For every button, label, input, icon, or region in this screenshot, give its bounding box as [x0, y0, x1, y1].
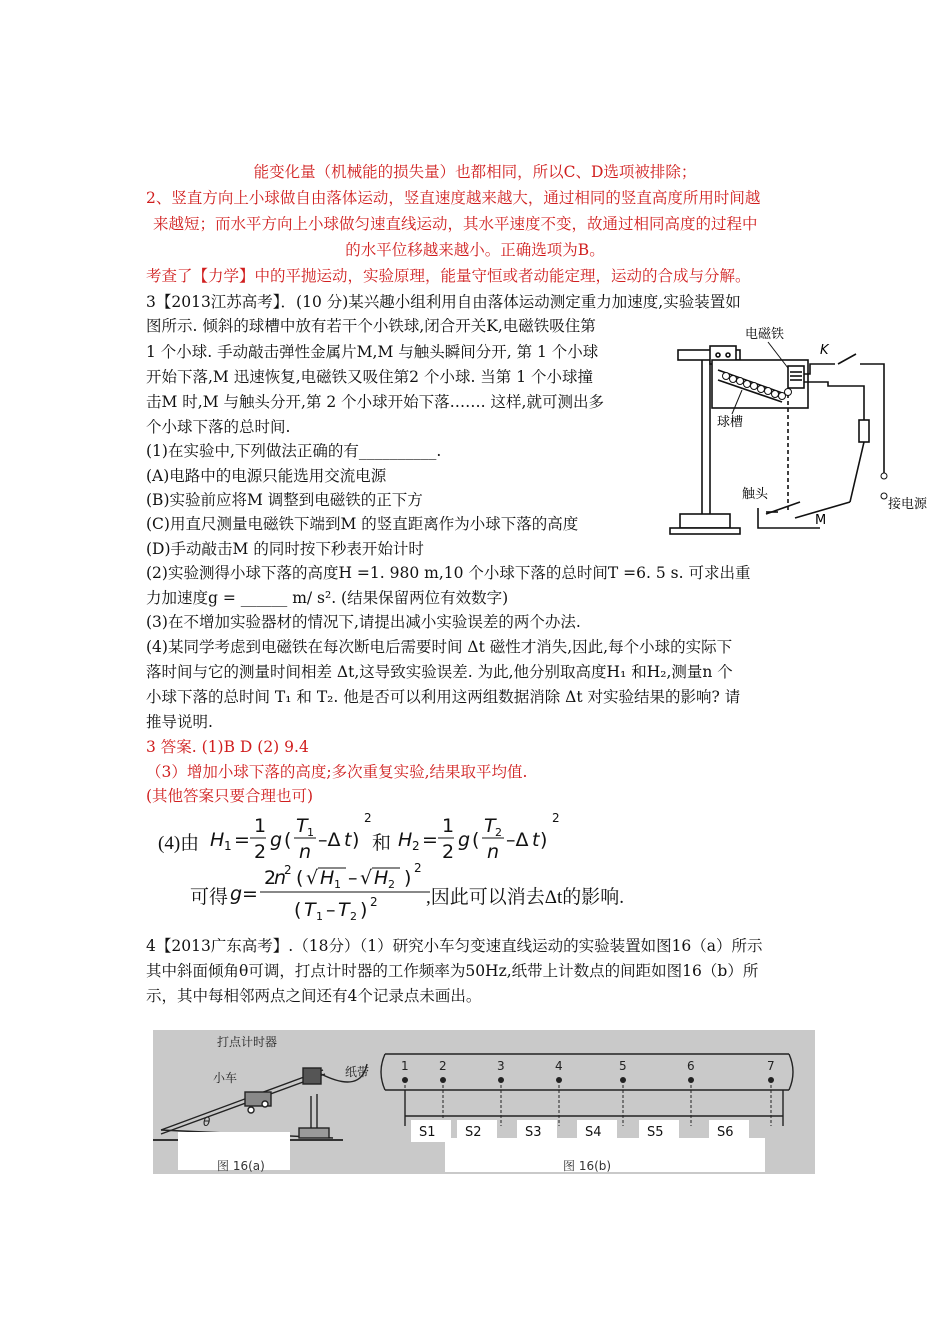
formula-result-suffix: ,因此可以消去Δt的影响.: [426, 887, 624, 908]
svg-text:1: 1: [442, 815, 455, 837]
q3-line-2: 图所示. 倾斜的球槽中放有若干个小铁球,闭合开关K,电磁铁吸住第: [146, 317, 596, 335]
svg-text:–Δ: –Δ: [506, 829, 529, 851]
svg-text:2: 2: [364, 811, 372, 825]
label-plate-m: M: [815, 513, 827, 528]
tape-point-label: 3: [497, 1059, 505, 1073]
svg-text:√: √: [360, 867, 373, 889]
formula-4-equations: [158, 808, 718, 864]
svg-text:1: 1: [316, 910, 323, 922]
svg-text:–: –: [326, 899, 336, 921]
svg-text:n: n: [274, 867, 287, 889]
label-timer: 打点计时器: [217, 1035, 278, 1049]
tape-span-label: S4: [585, 1125, 602, 1140]
label-contact: 触头: [742, 487, 769, 502]
tape-point-label: 2: [439, 1059, 447, 1073]
formula-and: 和: [372, 833, 392, 854]
q3-part-2b: 力加速度g = ______ m/ s². (结果保留两位有效数字): [146, 589, 509, 607]
q3-part-4c: 小球下落的总时间 T₁ 和 T₂. 他是否可以利用这两组数据消除 Δt 对实验结果的影响? 请: [146, 688, 741, 706]
q3-option-d: (D)手动敲击M 的同时按下秒表开始计时: [146, 540, 424, 558]
tape-point-label: 7: [767, 1059, 775, 1073]
svg-text:1: 1: [334, 878, 341, 891]
svg-text:2: 2: [264, 867, 277, 889]
tape-span-label: S1: [419, 1125, 436, 1140]
svg-text:2: 2: [370, 895, 378, 909]
svg-text:–: –: [348, 867, 358, 889]
svg-text:√: √: [306, 867, 319, 889]
q3-line-6: 个小球下落的总时间.: [146, 418, 291, 436]
svg-text:(: (: [296, 867, 304, 889]
svg-text:): ): [360, 899, 368, 921]
svg-text:H: H: [374, 867, 389, 889]
svg-text:H: H: [320, 867, 335, 889]
label-theta: θ: [203, 1115, 211, 1129]
svg-text:n: n: [487, 841, 500, 863]
label-magnet: 电磁铁: [745, 327, 785, 342]
q3-part-4b: 落时间与它的测量时间相差 Δt,这导致实验误差. 为此,他分别取高度H₁ 和H₂,测量n 个: [146, 663, 733, 681]
svg-text:T: T: [484, 815, 496, 837]
tape-span-label: S5: [647, 1125, 664, 1140]
formula-prefix: (4)由: [158, 833, 200, 854]
formula-result-prefix: 可得: [190, 887, 229, 908]
answer3-line-2: （3）增加小球下落的高度;多次重复实验,结果取平均值.: [146, 763, 528, 781]
svg-text:=: =: [234, 829, 250, 851]
svg-text:2: 2: [284, 863, 292, 877]
svg-text:g: g: [230, 883, 243, 905]
svg-text:–Δ: –Δ: [318, 829, 341, 851]
svg-text:T: T: [338, 899, 350, 921]
apparatus-figure: [660, 318, 945, 538]
svg-text:): ): [404, 867, 412, 889]
formula-h2: [398, 808, 598, 864]
svg-text:2: 2: [350, 910, 357, 922]
svg-text:): ): [540, 829, 548, 851]
analysis-line-1: 能变化量（机械能的损失量）也都相同，所以C、D选项被排除；: [253, 163, 697, 181]
svg-text:2: 2: [552, 811, 560, 825]
svg-text:(: (: [294, 899, 302, 921]
q3-line-5: 击M 时,M 与触头分开,第 2 个小球开始下落……. 这样,就可测出多: [146, 393, 604, 411]
svg-text:2: 2: [495, 826, 502, 839]
tape-span-label: S3: [525, 1125, 542, 1140]
answer3-line-1: 3 答案. (1)B D (2) 9.4: [146, 738, 309, 756]
q3-line-3: 1 个小球. 手动敲击弹性金属片M,M 与触头瞬间分开, 第 1 个小球: [146, 343, 599, 361]
q4-line-1: 4【2013广东高考】.（18分）（1）研究小车匀变速直线运动的实验装置如图16（a）所示: [146, 937, 763, 955]
label-tape: 纸带: [345, 1065, 370, 1079]
analysis-line-3: 来越短；而水平方向上小球做匀速直线运动，其水平速度不变，故通过相同高度的过程中: [153, 215, 758, 233]
svg-text:T: T: [296, 815, 308, 837]
svg-text:(: (: [284, 829, 292, 851]
svg-text:2: 2: [388, 878, 395, 891]
analysis-line-4: 的水平位移越来越小。正确选项为B。: [345, 241, 605, 259]
label-power: 接电源: [888, 497, 928, 512]
caption-16b: 图 16(b): [563, 1159, 612, 1173]
analysis-line-2: 2、竖直方向上小球做自由落体运动，竖直速度越来越大，通过相同的竖直高度所用时间越: [146, 189, 761, 207]
svg-text:g: g: [270, 829, 283, 851]
tape-span-label: S6: [717, 1125, 734, 1140]
q3-header: 3【2013江苏高考】．(10 分)某兴趣小组利用自由落体运动测定重力加速度,实验装置如: [146, 293, 741, 311]
svg-text:2: 2: [442, 841, 455, 863]
svg-text:1: 1: [254, 815, 267, 837]
svg-text:=: =: [422, 829, 438, 851]
q3-part-4a: (4)某同学考虑到电磁铁在每次断电后需要时间 Δt 磁性才消失,因此,每个小球的实际下: [146, 638, 733, 656]
figure-16: [153, 1030, 815, 1174]
svg-text:): ): [352, 829, 360, 851]
label-switch: K: [820, 343, 829, 358]
label-cart: 小车: [213, 1071, 238, 1085]
tape-point-label: 5: [619, 1059, 627, 1073]
svg-text:H: H: [210, 829, 225, 851]
analysis-summary: 考查了【力学】中的平抛运动，实验原理，能量守恒或者动能定理，运动的合成与分解。: [146, 267, 751, 285]
q4-line-2: 其中斜面倾角θ可调，打点计时器的工作频率为50Hz,纸带上计数点的间距如图16（b）所: [146, 962, 759, 980]
tape-span-label: S2: [465, 1125, 482, 1140]
label-groove: 球槽: [717, 415, 744, 430]
q3-option-b: (B)实验前应将M 调整到电磁铁的正下方: [146, 491, 423, 509]
caption-16a: 图 16(a): [217, 1159, 265, 1173]
q3-option-a: (A)电路中的电源只能选用交流电源: [146, 467, 387, 485]
svg-text:2: 2: [254, 841, 267, 863]
q3-part-4d: 推导说明.: [146, 713, 213, 731]
formula-g-result: [190, 860, 750, 922]
svg-text:=: =: [242, 883, 258, 905]
tape-point-label: 4: [555, 1059, 563, 1073]
svg-text:H: H: [398, 829, 413, 851]
tape-point-label: 1: [401, 1059, 409, 1073]
svg-text:2: 2: [414, 861, 422, 875]
q3-part-2a: (2)实验测得小球下落的高度H =1. 980 m,10 个小球下落的总时间T =6. 5 s. 可求出重: [146, 564, 751, 582]
q3-part-1: (1)在实验中,下列做法正确的有__________.: [146, 442, 442, 460]
tape-point-label: 6: [687, 1059, 695, 1073]
svg-text:n: n: [299, 841, 312, 863]
svg-text:t: t: [532, 829, 540, 851]
svg-text:2: 2: [412, 839, 420, 853]
svg-text:t: t: [344, 829, 352, 851]
svg-text:T: T: [304, 899, 316, 921]
svg-text:1: 1: [307, 826, 314, 839]
svg-text:1: 1: [224, 839, 232, 853]
svg-text:(: (: [472, 829, 480, 851]
q4-line-3: 示，其中每相邻两点之间还有4个记录点未画出。: [146, 987, 482, 1005]
q3-part-3: (3)在不增加实验器材的情况下,请提出减小实验误差的两个办法.: [146, 613, 581, 631]
svg-text:g: g: [458, 829, 471, 851]
q3-line-4: 开始下落,M 迅速恢复,电磁铁又吸住第2 个小球. 当第 1 个小球撞: [146, 368, 594, 386]
q3-option-c: (C)用直尺测量电磁铁下端到M 的竖直距离作为小球下落的高度: [146, 515, 579, 533]
answer3-line-3: (其他答案只要合理也可): [146, 787, 314, 805]
